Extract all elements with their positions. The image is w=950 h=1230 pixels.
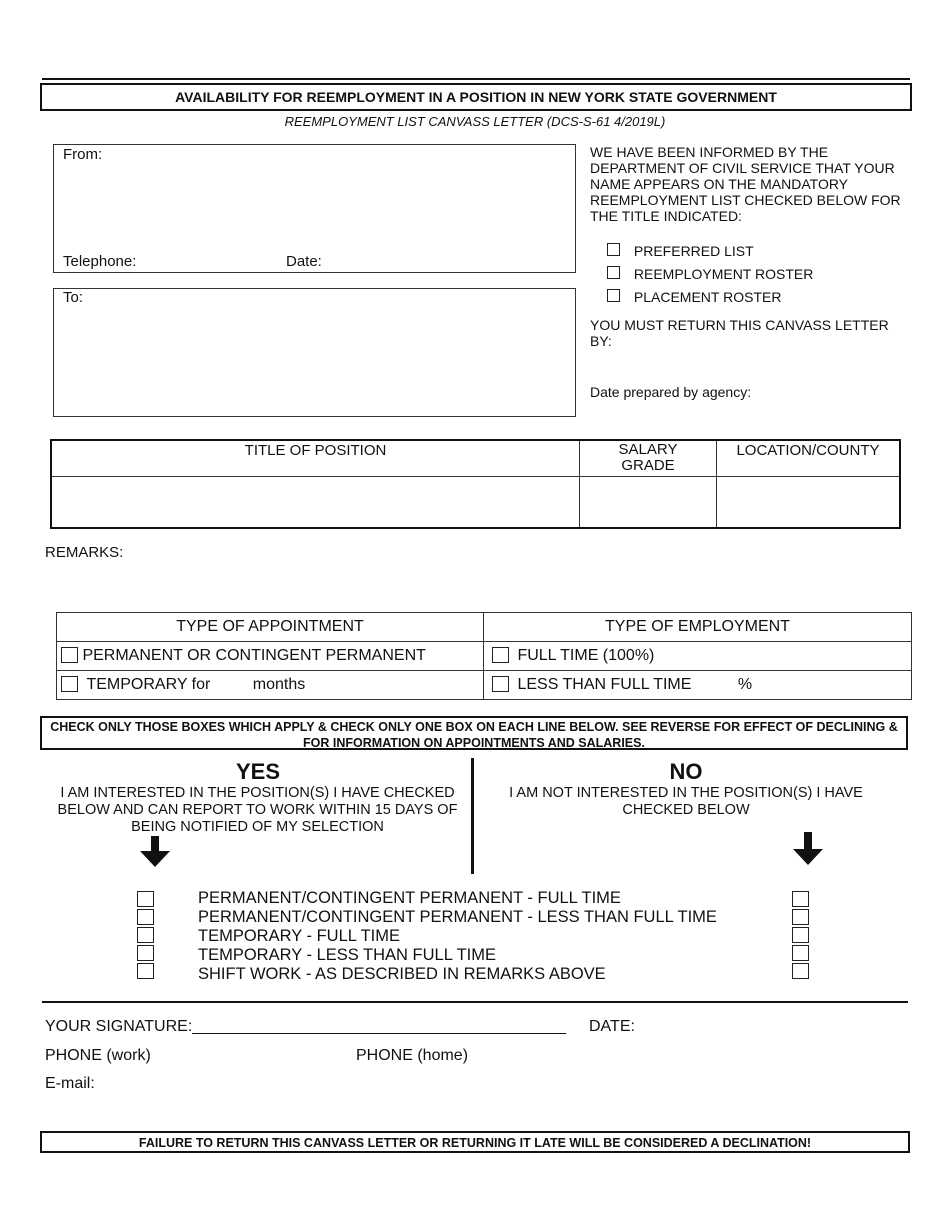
- yes-checkbox-3[interactable]: [137, 927, 154, 943]
- date-prepared-label: Date prepared by agency:: [590, 384, 752, 400]
- preferred-list-label: PREFERRED LIST: [633, 243, 754, 259]
- percent-label: %: [737, 676, 753, 693]
- reemployment-roster-checkbox[interactable]: [607, 266, 620, 279]
- permanent-row[interactable]: [57, 642, 484, 671]
- signature-field[interactable]: YOUR SIGNATURE:__________________________________________: [45, 1018, 567, 1035]
- failure-warning: FAILURE TO RETURN THIS CANVASS LETTER OR RETURNING IT LATE WILL BE CONSIDERED A DECLINATION!: [40, 1131, 910, 1153]
- full-time-row[interactable]: [484, 642, 912, 671]
- type-appointment-header: TYPE OF APPOINTMENT: [57, 613, 484, 642]
- from-label: From:: [63, 146, 103, 163]
- no-checkbox-1[interactable]: [792, 891, 809, 907]
- no-checkbox-column: [792, 891, 809, 979]
- appointment-table: [56, 612, 912, 700]
- email-label: E-mail:: [45, 1075, 95, 1092]
- yes-checkbox-column: [137, 891, 154, 979]
- top-rule: [42, 78, 910, 80]
- option-item: TEMPORARY - LESS THAN FULL TIME: [198, 946, 496, 964]
- yes-checkbox-4[interactable]: [137, 945, 154, 961]
- telephone-label: Telephone:: [63, 253, 137, 270]
- no-checkbox-3[interactable]: [792, 927, 809, 943]
- notice-text: WE HAVE BEEN INFORMED BY THE DEPARTMENT OF CIVIL SERVICE THAT YOUR NAME APPEARS ON THE MANDATORY REEMPLOYMENT LIST CHECKED BELOW FOR THE TITLE INDICATED:: [590, 144, 901, 224]
- yes-down-arrow-icon: [138, 836, 172, 868]
- no-checkbox-5[interactable]: [792, 963, 809, 979]
- col-location-county: LOCATION/COUNTY: [717, 440, 901, 476]
- remarks-label: REMARKS:: [45, 544, 124, 561]
- grade-label: GRADE: [621, 457, 675, 474]
- date-field-label: DATE:: [589, 1018, 635, 1035]
- phone-home-label: PHONE (home): [356, 1047, 469, 1064]
- temporary-checkbox[interactable]: [61, 676, 78, 692]
- salary-label: SALARY: [618, 441, 678, 458]
- yes-checkbox-1[interactable]: [137, 891, 154, 907]
- option-item: SHIFT WORK - AS DESCRIBED IN REMARKS ABOVE: [198, 965, 606, 983]
- less-than-row[interactable]: [484, 671, 912, 700]
- form-title: AVAILABILITY FOR REEMPLOYMENT IN A POSITION IN NEW YORK STATE GOVERNMENT: [40, 83, 912, 111]
- position-table: [50, 439, 901, 529]
- instructions-box: CHECK ONLY THOSE BOXES WHICH APPLY & CHECK ONLY ONE BOX ON EACH LINE BELOW. SEE REVERSE FOR EFFECT OF DECLINING & FOR INFORMATION ON APPOINTMENTS AND SALARIES.: [40, 716, 908, 750]
- months-label: months: [252, 676, 306, 693]
- list-placement[interactable]: [607, 289, 781, 305]
- yes-checkbox-5[interactable]: [137, 963, 154, 979]
- section-rule: [42, 1001, 908, 1003]
- to-box[interactable]: [53, 288, 576, 417]
- return-by-text: YOU MUST RETURN THIS CANVASS LETTER BY:: [590, 317, 889, 349]
- placement-roster-label: PLACEMENT ROSTER: [633, 289, 782, 305]
- option-list: [198, 889, 717, 984]
- phone-work-label: PHONE (work): [45, 1047, 151, 1064]
- temporary-row[interactable]: [57, 671, 484, 700]
- permanent-label: PERMANENT OR CONTINGENT PERMANENT: [82, 647, 426, 664]
- title-of-position-cell[interactable]: [51, 476, 580, 528]
- option-item: PERMANENT/CONTINGENT PERMANENT - FULL TIME: [198, 889, 621, 907]
- less-than-checkbox[interactable]: [492, 676, 509, 692]
- full-time-label: FULL TIME (100%): [517, 647, 655, 664]
- col-title-of-position: TITLE OF POSITION: [51, 440, 580, 476]
- col-salary-grade: [580, 440, 717, 476]
- no-checkbox-4[interactable]: [792, 945, 809, 961]
- list-preferred[interactable]: [607, 243, 754, 259]
- form-subtitle: REEMPLOYMENT LIST CANVASS LETTER (DCS-S-61 4/2019L): [284, 114, 666, 129]
- full-time-checkbox[interactable]: [492, 647, 509, 663]
- yes-text: I AM INTERESTED IN THE POSITION(S) I HAVE CHECKED BELOW AND CAN REPORT TO WORK WITHIN 15 DAYS OF BEING NOTIFIED OF MY SELECTION: [57, 785, 458, 835]
- from-box[interactable]: [53, 144, 576, 273]
- yes-no-divider: [471, 758, 474, 874]
- yes-heading: YES: [235, 759, 281, 784]
- reemployment-roster-label: REEMPLOYMENT ROSTER: [633, 266, 814, 282]
- yes-checkbox-2[interactable]: [137, 909, 154, 925]
- salary-grade-cell[interactable]: [580, 476, 717, 528]
- option-item: PERMANENT/CONTINGENT PERMANENT - LESS THAN FULL TIME: [198, 908, 717, 926]
- option-item: TEMPORARY - FULL TIME: [198, 927, 401, 945]
- preferred-list-checkbox[interactable]: [607, 243, 620, 256]
- permanent-checkbox[interactable]: [61, 647, 78, 663]
- no-text: I AM NOT INTERESTED IN THE POSITION(S) I HAVE CHECKED BELOW: [509, 785, 863, 818]
- type-employment-header: TYPE OF EMPLOYMENT: [484, 613, 912, 642]
- date-label: Date:: [286, 253, 322, 270]
- placement-roster-checkbox[interactable]: [607, 289, 620, 302]
- to-label: To:: [63, 289, 84, 306]
- less-than-label: LESS THAN FULL TIME: [517, 676, 692, 693]
- no-down-arrow-icon: [791, 832, 825, 866]
- no-heading: NO: [669, 759, 703, 784]
- temporary-label: TEMPORARY for: [86, 676, 211, 693]
- no-checkbox-2[interactable]: [792, 909, 809, 925]
- location-county-cell[interactable]: [717, 476, 901, 528]
- list-reemployment[interactable]: [607, 266, 813, 282]
